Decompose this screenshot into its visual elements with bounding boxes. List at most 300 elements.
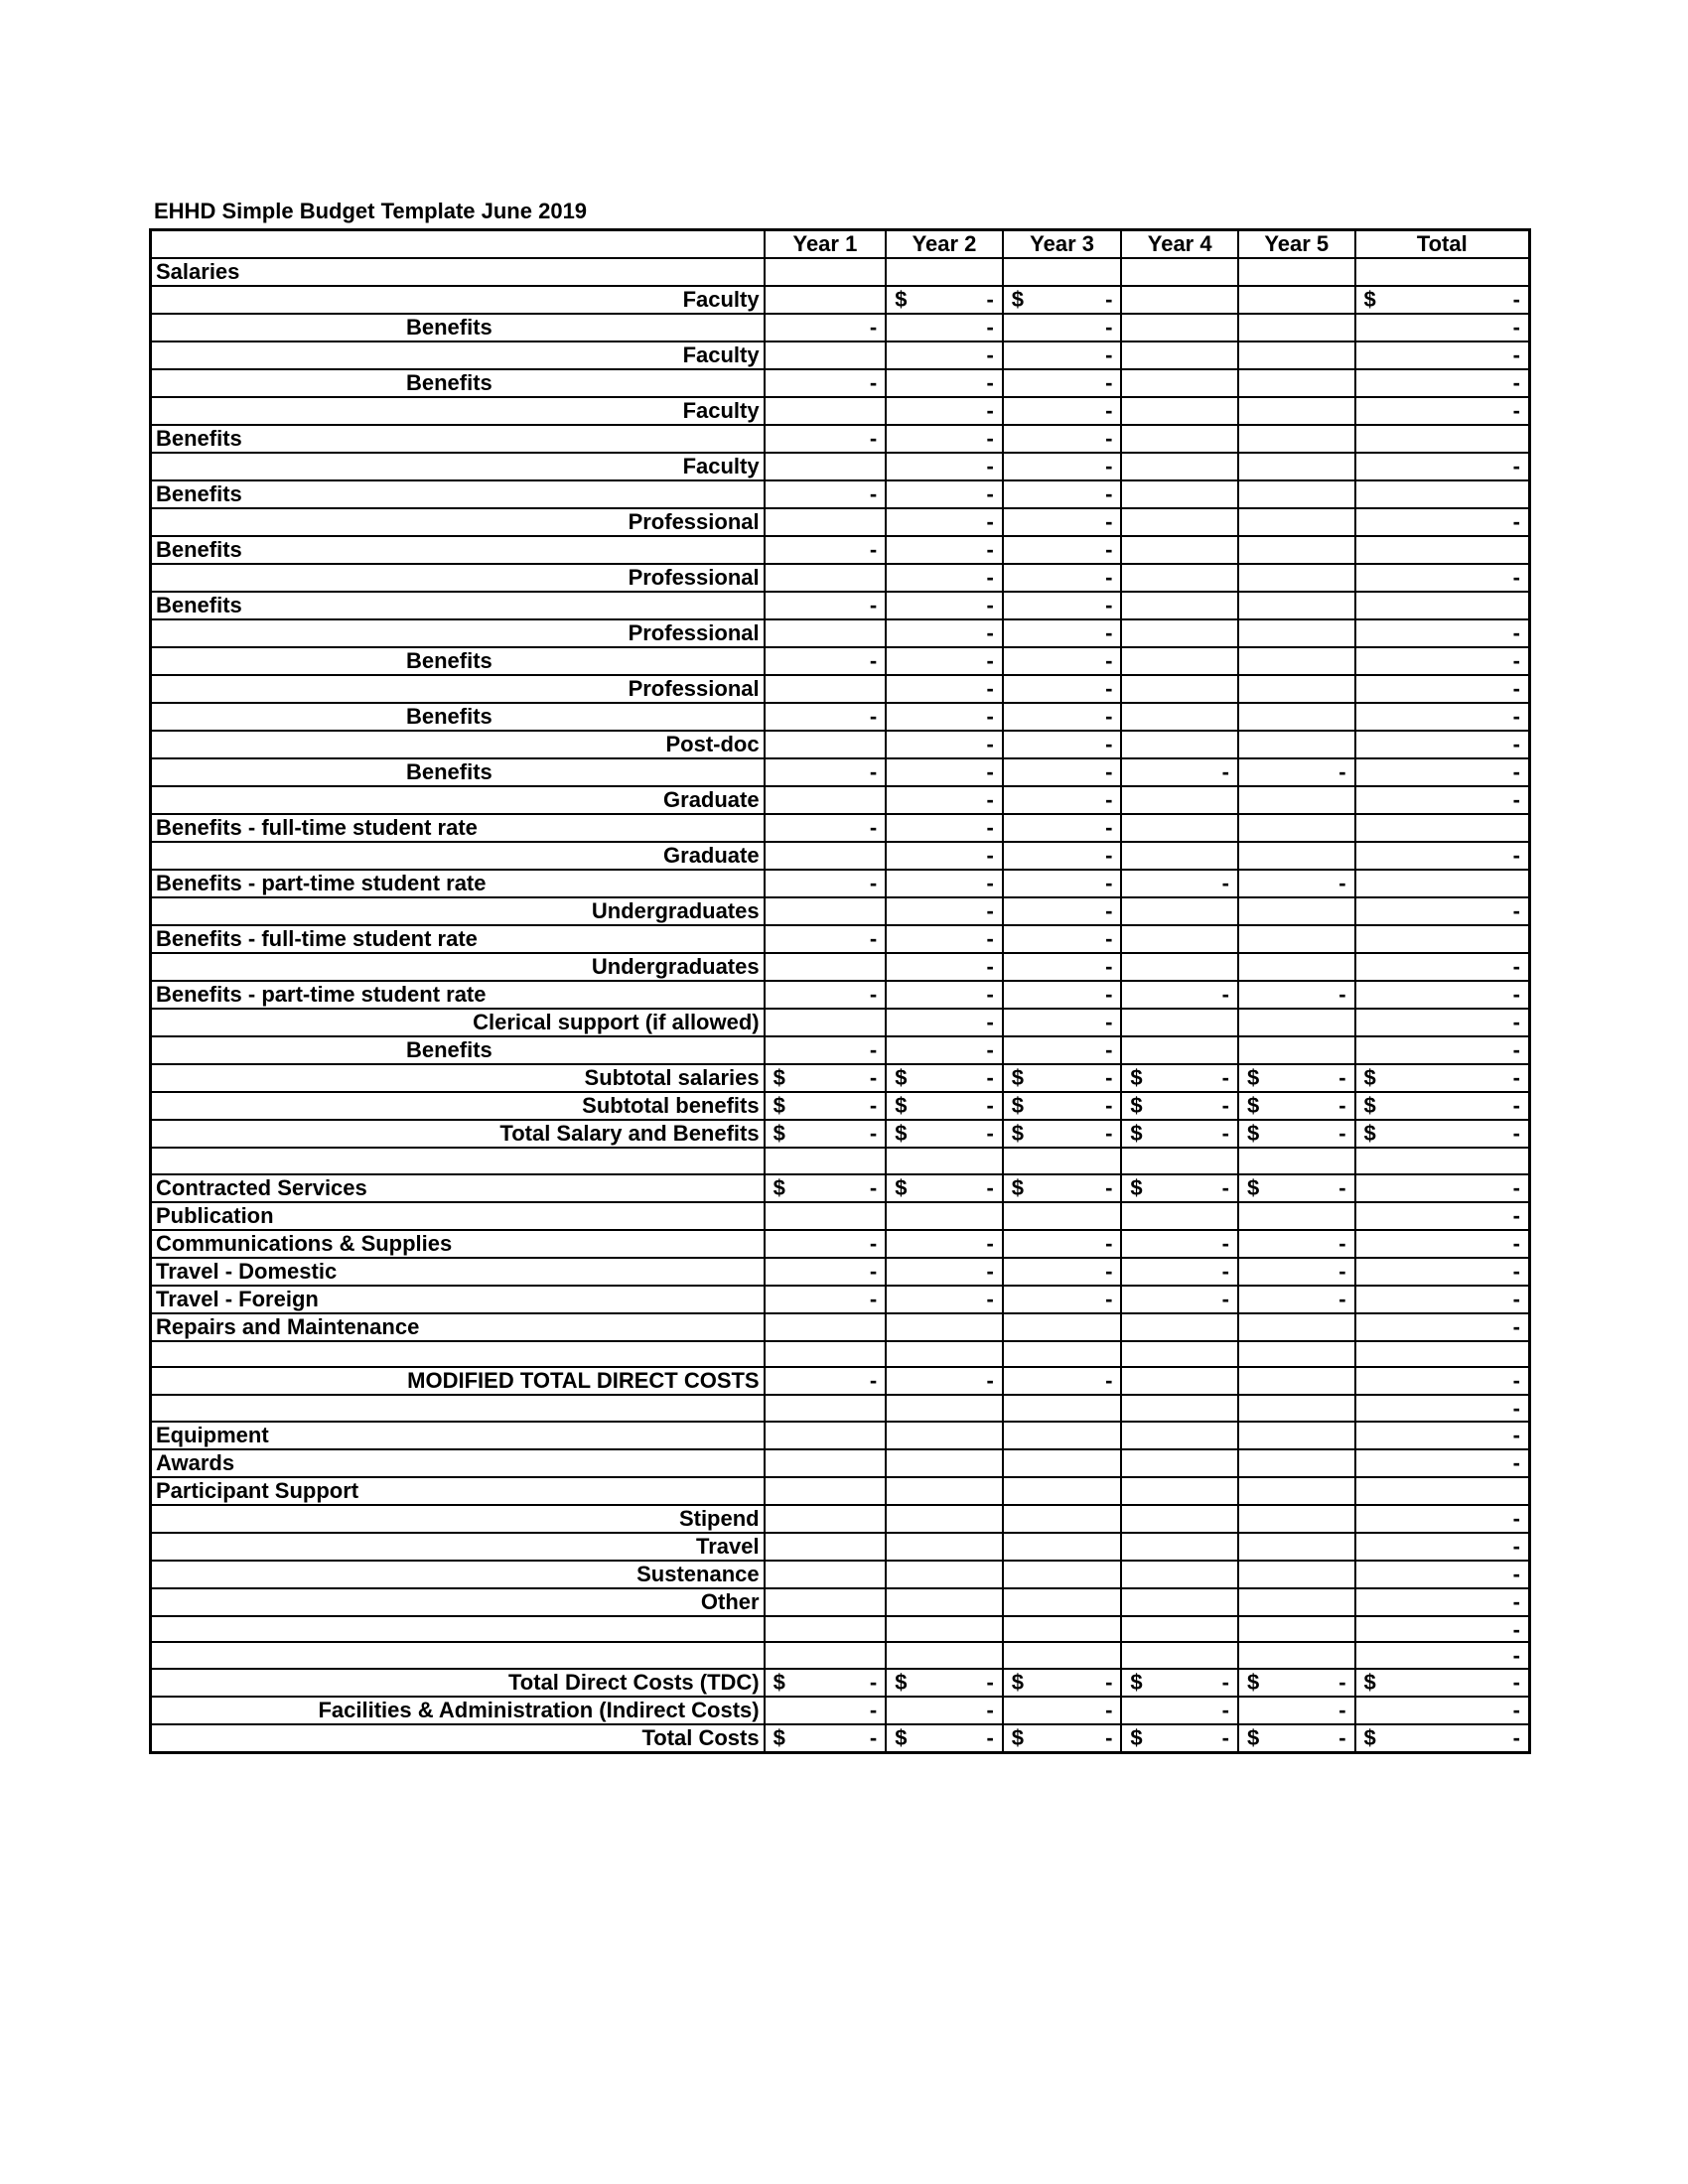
amount-value: -: [1105, 454, 1113, 478]
header-year-4: Year 4: [1121, 230, 1238, 259]
year-4-cell: [1121, 1258, 1238, 1286]
amount-value: -: [1512, 1396, 1520, 1422]
year-2-cell: [886, 258, 1003, 286]
year-3-cell: [1003, 842, 1122, 870]
amount-value: -: [869, 982, 878, 1007]
year-1-cell: [765, 508, 887, 536]
amount-value: -: [1105, 898, 1113, 923]
table-row: [151, 814, 1530, 842]
row-label: [151, 1341, 765, 1368]
year-2-cell: [886, 397, 1003, 425]
year-2-cell: [886, 564, 1003, 592]
table-row: [151, 647, 1530, 675]
year-5-cell: [1238, 1561, 1355, 1588]
row-label: Publication: [151, 1202, 765, 1230]
amount-value: -: [986, 370, 994, 395]
amount-value: -: [869, 315, 878, 340]
year-3-cell: [1003, 703, 1122, 731]
total-cell: [1355, 1422, 1530, 1449]
row-label: MODIFIED TOTAL DIRECT COSTS: [151, 1367, 765, 1395]
year-3-cell: [1003, 425, 1122, 453]
amount-value: -: [1105, 1724, 1113, 1750]
total-cell: [1355, 1148, 1530, 1174]
year-4-cell: [1121, 1174, 1238, 1202]
amount-value: -: [986, 1258, 994, 1284]
total-cell: [1355, 1477, 1530, 1505]
amount-value: -: [1105, 1669, 1113, 1695]
year-5-cell: [1238, 1313, 1355, 1341]
table-row: [151, 453, 1530, 480]
amount-value: -: [986, 481, 994, 506]
amount-value: -: [1105, 648, 1113, 673]
table-row: [151, 675, 1530, 703]
table-row: [151, 1258, 1530, 1286]
amount-value: -: [986, 1230, 994, 1256]
year-5-cell: [1238, 1367, 1355, 1395]
year-5-cell: [1238, 425, 1355, 453]
row-label: Travel - Foreign: [151, 1286, 765, 1313]
currency-symbol: $: [895, 287, 908, 312]
amount-value: -: [1105, 676, 1113, 701]
amount-value: -: [986, 1697, 994, 1722]
table-row: [151, 1449, 1530, 1477]
year-3-cell: [1003, 953, 1122, 981]
amount-value: -: [1512, 454, 1520, 478]
year-3-cell: [1003, 1449, 1122, 1477]
currency-symbol: $: [773, 1121, 785, 1146]
amount-value: -: [1221, 1286, 1229, 1311]
year-5-cell: [1238, 1642, 1355, 1669]
year-5-cell: [1238, 1148, 1355, 1174]
amount-value: -: [986, 759, 994, 784]
row-label: Benefits: [151, 647, 765, 675]
year-3-cell: [1003, 1477, 1122, 1505]
row-label: Subtotal benefits: [151, 1092, 765, 1120]
amount-value: -: [1105, 1230, 1113, 1256]
amount-value: -: [1512, 1422, 1520, 1447]
amount-value: -: [1221, 1093, 1229, 1118]
year-5-cell: [1238, 1505, 1355, 1533]
table-row: [151, 1588, 1530, 1616]
amount-value: -: [1105, 315, 1113, 340]
year-1-cell: [765, 564, 887, 592]
amount-value: -: [1512, 1561, 1520, 1586]
total-cell: [1355, 1202, 1530, 1230]
year-5-cell: [1238, 870, 1355, 897]
year-5-cell: [1238, 369, 1355, 397]
year-5-cell: [1238, 1669, 1355, 1697]
total-cell: [1355, 341, 1530, 369]
amount-value: -: [1512, 759, 1520, 784]
year-3-cell: [1003, 397, 1122, 425]
year-5-cell: [1238, 592, 1355, 619]
year-1-cell: [765, 1036, 887, 1064]
total-cell: [1355, 508, 1530, 536]
year-1-cell: [765, 369, 887, 397]
total-cell: [1355, 1174, 1530, 1202]
year-4-cell: [1121, 397, 1238, 425]
year-3-cell: [1003, 453, 1122, 480]
row-label: Total Direct Costs (TDC): [151, 1669, 765, 1697]
amount-value: -: [869, 481, 878, 506]
total-cell: [1355, 1230, 1530, 1258]
amount-value: -: [1512, 1669, 1520, 1695]
year-4-cell: [1121, 480, 1238, 508]
total-cell: [1355, 981, 1530, 1009]
year-2-cell: [886, 731, 1003, 758]
year-2-cell: [886, 453, 1003, 480]
amount-value: -: [1512, 787, 1520, 812]
amount-value: -: [986, 926, 994, 951]
total-cell: [1355, 369, 1530, 397]
year-2-cell: [886, 1148, 1003, 1174]
year-4-cell: [1121, 286, 1238, 314]
year-1-cell: [765, 1395, 887, 1422]
year-1-cell: [765, 1642, 887, 1669]
amount-value: -: [986, 565, 994, 590]
header-year-5: Year 5: [1238, 230, 1355, 259]
year-2-cell: [886, 675, 1003, 703]
year-3-cell: [1003, 1588, 1122, 1616]
year-4-cell: [1121, 1588, 1238, 1616]
total-cell: [1355, 1120, 1530, 1148]
amount-value: -: [869, 537, 878, 562]
amount-value: -: [1105, 704, 1113, 729]
currency-symbol: $: [895, 1669, 908, 1695]
year-5-cell: [1238, 1174, 1355, 1202]
amount-value: -: [986, 1065, 994, 1090]
amount-value: -: [1105, 954, 1113, 979]
year-5-cell: [1238, 842, 1355, 870]
amount-value: -: [1338, 1669, 1346, 1695]
year-4-cell: [1121, 703, 1238, 731]
year-1-cell: [765, 1724, 887, 1753]
currency-symbol: $: [1246, 1065, 1260, 1090]
year-5-cell: [1238, 1449, 1355, 1477]
amount-value: -: [1338, 1286, 1346, 1311]
year-1-cell: [765, 425, 887, 453]
amount-value: -: [869, 1174, 878, 1200]
year-1-cell: [765, 1477, 887, 1505]
total-cell: [1355, 453, 1530, 480]
year-3-cell: [1003, 675, 1122, 703]
year-3-cell: [1003, 925, 1122, 953]
row-label: Equipment: [151, 1422, 765, 1449]
table-row: [151, 1505, 1530, 1533]
currency-symbol: $: [1246, 1669, 1260, 1695]
year-2-cell: [886, 1724, 1003, 1753]
year-2-cell: [886, 1395, 1003, 1422]
amount-value: -: [1512, 1010, 1520, 1034]
amount-value: -: [1512, 1093, 1520, 1118]
amount-value: -: [1512, 1121, 1520, 1146]
table-row: [151, 897, 1530, 925]
year-3-cell: [1003, 1286, 1122, 1313]
row-label: Contracted Services: [151, 1174, 765, 1202]
amount-value: -: [986, 315, 994, 340]
year-5-cell: [1238, 1036, 1355, 1064]
amount-value: -: [869, 704, 878, 729]
currency-symbol: $: [773, 1724, 785, 1750]
currency-symbol: $: [1130, 1669, 1143, 1695]
table-row: [151, 369, 1530, 397]
currency-symbol: $: [1246, 1174, 1260, 1200]
row-label: Professional: [151, 619, 765, 647]
year-1-cell: [765, 1313, 887, 1341]
year-4-cell: [1121, 1120, 1238, 1148]
year-1-cell: [765, 286, 887, 314]
amount-value: -: [986, 954, 994, 979]
amount-value: -: [1105, 1368, 1113, 1394]
amount-value: -: [1221, 1669, 1229, 1695]
amount-value: -: [869, 1368, 878, 1394]
year-4-cell: [1121, 1477, 1238, 1505]
total-cell: [1355, 842, 1530, 870]
year-2-cell: [886, 508, 1003, 536]
year-4-cell: [1121, 925, 1238, 953]
amount-value: -: [986, 843, 994, 868]
year-3-cell: [1003, 647, 1122, 675]
total-cell: [1355, 286, 1530, 314]
year-4-cell: [1121, 870, 1238, 897]
year-3-cell: [1003, 1313, 1122, 1341]
amount-value: -: [986, 1368, 994, 1394]
year-1-cell: [765, 731, 887, 758]
year-1-cell: [765, 1148, 887, 1174]
currency-symbol: $: [1011, 1121, 1025, 1146]
table-row: [151, 425, 1530, 453]
amount-value: -: [1512, 565, 1520, 590]
amount-value: -: [986, 454, 994, 478]
total-cell: [1355, 1588, 1530, 1616]
amount-value: -: [986, 620, 994, 645]
amount-value: -: [869, 1724, 878, 1750]
year-1-cell: [765, 1286, 887, 1313]
amount-value: -: [1105, 926, 1113, 951]
year-2-cell: [886, 286, 1003, 314]
table-row: [151, 1092, 1530, 1120]
year-2-cell: [886, 1588, 1003, 1616]
amount-value: -: [869, 1258, 878, 1284]
year-3-cell: [1003, 870, 1122, 897]
year-2-cell: [886, 1669, 1003, 1697]
amount-value: -: [869, 593, 878, 617]
header-year-3: Year 3: [1003, 230, 1122, 259]
year-1-cell: [765, 981, 887, 1009]
amount-value: -: [986, 1724, 994, 1750]
currency-symbol: $: [1363, 1065, 1376, 1090]
total-cell: [1355, 564, 1530, 592]
year-4-cell: [1121, 981, 1238, 1009]
amount-value: -: [1105, 787, 1113, 812]
year-1-cell: [765, 536, 887, 564]
total-cell: [1355, 1064, 1530, 1092]
currency-symbol: $: [1246, 1093, 1260, 1118]
currency-symbol: $: [895, 1093, 908, 1118]
year-4-cell: [1121, 453, 1238, 480]
year-2-cell: [886, 425, 1003, 453]
table-row: [151, 842, 1530, 870]
year-2-cell: [886, 1036, 1003, 1064]
table-row: [151, 397, 1530, 425]
year-2-cell: [886, 1642, 1003, 1669]
year-1-cell: [765, 647, 887, 675]
amount-value: -: [1512, 1258, 1520, 1284]
year-5-cell: [1238, 1588, 1355, 1616]
year-1-cell: [765, 1616, 887, 1643]
row-label: Awards: [151, 1449, 765, 1477]
year-3-cell: [1003, 1009, 1122, 1036]
amount-value: -: [869, 1093, 878, 1118]
amount-value: -: [1512, 342, 1520, 367]
year-4-cell: [1121, 1202, 1238, 1230]
year-4-cell: [1121, 953, 1238, 981]
year-5-cell: [1238, 1533, 1355, 1561]
year-4-cell: [1121, 1341, 1238, 1368]
year-5-cell: [1238, 1422, 1355, 1449]
currency-symbol: $: [895, 1724, 908, 1750]
amount-value: -: [1512, 1202, 1520, 1228]
row-label: [151, 1148, 765, 1174]
currency-symbol: $: [1011, 287, 1025, 312]
amount-value: -: [1512, 954, 1520, 979]
year-1-cell: [765, 1561, 887, 1588]
amount-value: -: [1512, 1065, 1520, 1090]
year-3-cell: [1003, 1064, 1122, 1092]
year-5-cell: [1238, 314, 1355, 341]
amount-value: -: [869, 1037, 878, 1062]
table-row: [151, 1533, 1530, 1561]
year-1-cell: [765, 1533, 887, 1561]
year-5-cell: [1238, 814, 1355, 842]
year-4-cell: [1121, 1286, 1238, 1313]
year-5-cell: [1238, 536, 1355, 564]
year-5-cell: [1238, 1230, 1355, 1258]
year-4-cell: [1121, 1697, 1238, 1724]
amount-value: -: [1105, 1037, 1113, 1062]
year-1-cell: [765, 1341, 887, 1368]
amount-value: -: [1105, 1174, 1113, 1200]
year-1-cell: [765, 897, 887, 925]
amount-value: -: [869, 815, 878, 840]
amount-value: -: [869, 1286, 878, 1311]
amount-value: -: [986, 1010, 994, 1034]
amount-value: -: [1221, 1065, 1229, 1090]
table-row: [151, 1341, 1530, 1368]
row-label: Stipend: [151, 1505, 765, 1533]
table-row: [151, 758, 1530, 786]
table-row: [151, 1009, 1530, 1036]
amount-value: -: [1338, 871, 1346, 895]
amount-value: -: [1512, 1286, 1520, 1311]
year-5-cell: [1238, 341, 1355, 369]
amount-value: -: [1105, 370, 1113, 395]
year-3-cell: [1003, 1505, 1122, 1533]
year-4-cell: [1121, 314, 1238, 341]
year-1-cell: [765, 592, 887, 619]
year-2-cell: [886, 1533, 1003, 1561]
amount-value: -: [986, 676, 994, 701]
table-row: [151, 981, 1530, 1009]
row-label: Benefits - full-time student rate: [151, 814, 765, 842]
year-4-cell: [1121, 1669, 1238, 1697]
year-4-cell: [1121, 1561, 1238, 1588]
amount-value: -: [1512, 1313, 1520, 1339]
year-3-cell: [1003, 1258, 1122, 1286]
total-cell: [1355, 703, 1530, 731]
amount-value: -: [986, 1093, 994, 1118]
row-label: Benefits: [151, 703, 765, 731]
currency-symbol: $: [1130, 1121, 1143, 1146]
year-4-cell: [1121, 1616, 1238, 1643]
year-4-cell: [1121, 592, 1238, 619]
table-row: [151, 1642, 1530, 1669]
year-3-cell: [1003, 341, 1122, 369]
amount-value: -: [986, 593, 994, 617]
year-4-cell: [1121, 758, 1238, 786]
year-2-cell: [886, 814, 1003, 842]
amount-value: -: [1512, 732, 1520, 756]
table-row: [151, 1036, 1530, 1064]
total-cell: [1355, 425, 1530, 453]
amount-value: -: [1512, 509, 1520, 534]
row-label: Faculty: [151, 341, 765, 369]
amount-value: -: [986, 871, 994, 895]
year-4-cell: [1121, 1064, 1238, 1092]
total-cell: [1355, 647, 1530, 675]
year-5-cell: [1238, 703, 1355, 731]
currency-symbol: $: [1246, 1121, 1260, 1146]
year-5-cell: [1238, 1009, 1355, 1036]
year-3-cell: [1003, 1230, 1122, 1258]
year-1-cell: [765, 953, 887, 981]
currency-symbol: $: [1011, 1174, 1025, 1200]
year-3-cell: [1003, 314, 1122, 341]
total-cell: [1355, 1341, 1530, 1368]
table-row: [151, 1174, 1530, 1202]
header-year-1: Year 1: [765, 230, 887, 259]
amount-value: -: [1338, 1093, 1346, 1118]
year-2-cell: [886, 369, 1003, 397]
amount-value: -: [1221, 1697, 1229, 1722]
year-1-cell: [765, 1505, 887, 1533]
table-row: [151, 1313, 1530, 1341]
row-label: Faculty: [151, 286, 765, 314]
amount-value: -: [1105, 1697, 1113, 1722]
amount-value: -: [986, 1037, 994, 1062]
year-5-cell: [1238, 1395, 1355, 1422]
year-1-cell: [765, 1258, 887, 1286]
amount-value: -: [1338, 1121, 1346, 1146]
year-3-cell: [1003, 286, 1122, 314]
amount-value: -: [1512, 1037, 1520, 1062]
total-cell: [1355, 1642, 1530, 1669]
amount-value: -: [1221, 1121, 1229, 1146]
amount-value: -: [986, 815, 994, 840]
row-label: [151, 1395, 765, 1422]
amount-value: -: [1105, 620, 1113, 645]
amount-value: -: [1512, 676, 1520, 701]
total-cell: [1355, 1395, 1530, 1422]
total-cell: [1355, 1449, 1530, 1477]
year-4-cell: [1121, 369, 1238, 397]
year-4-cell: [1121, 897, 1238, 925]
year-2-cell: [886, 480, 1003, 508]
table-row: [151, 258, 1530, 286]
year-4-cell: [1121, 1036, 1238, 1064]
year-5-cell: [1238, 286, 1355, 314]
year-4-cell: [1121, 1009, 1238, 1036]
